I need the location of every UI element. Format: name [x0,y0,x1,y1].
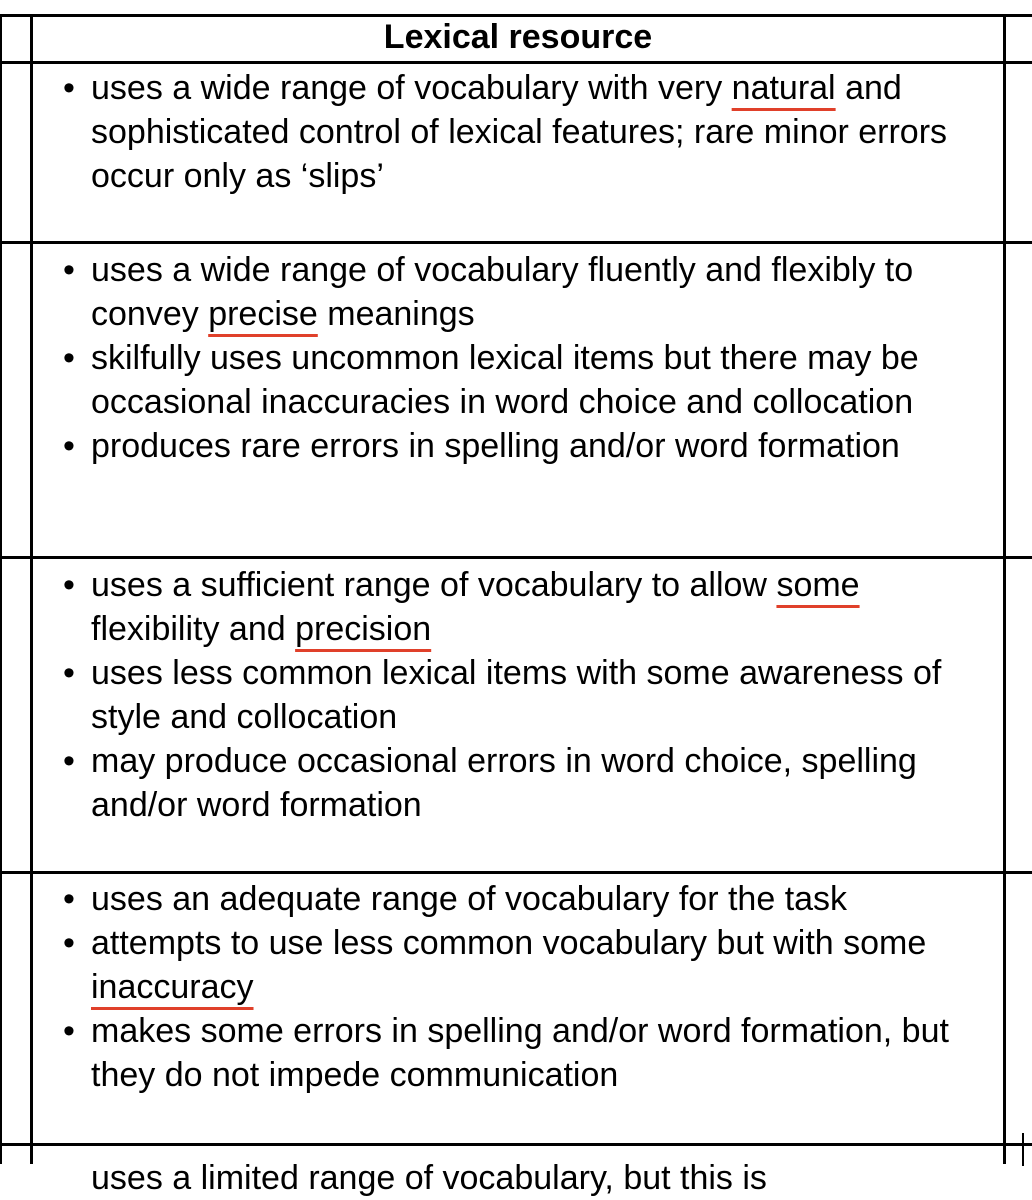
band-divider-3 [0,871,1032,874]
criterion-text: uses an adequate range of vocabulary for the task [91,880,848,918]
bullet-icon: • [63,69,75,107]
criterion-item [33,563,1003,651]
criterion-item [33,424,1003,468]
underlined-keyword: inaccuracy [91,968,254,1006]
band-4 [33,877,1003,1097]
band-divider-4 [0,1143,1032,1146]
criterion-item [33,1009,1003,1097]
cut-off-text: uses a limited range of vocabulary, but this is [91,1159,767,1197]
band-divider-1 [0,241,1032,244]
criterion-text: produces rare errors in spelling and/or word formation [91,427,900,465]
criterion-text: meanings [317,295,475,333]
bullet-icon: • [63,251,75,289]
band-divider-2 [0,556,1032,559]
criterion-text: and sophisticated control of lexical features; rare minor errors occur only as ‘slips’ [91,69,948,195]
criterion-item [33,877,1003,921]
criterion-item [33,651,1003,739]
left-outer-border [0,14,2,1164]
criterion-text: attempts to use less common vocabulary but with some [91,924,927,962]
band-3-criteria-list [33,563,1003,827]
criterion-text: uses a wide range of vocabulary fluently and flexibly to convey [91,251,914,333]
criterion-text: may produce occasional errors in word choice, spelling and/or word formation [91,742,917,824]
criterion-text: skilfully uses uncommon lexical items but there may be occasional inaccuracies in word choice and collocation [91,339,919,421]
bullet-icon: • [63,880,75,918]
criterion-text: uses a sufficient range of vocabulary to allow [91,566,777,604]
header-divider [0,61,1032,64]
bullet-icon: • [63,742,75,780]
bullet-icon: • [63,924,75,962]
bullet-icon: • [63,427,75,465]
bullet-icon: • [63,1012,75,1050]
cut-off-next-band [33,1159,1003,1197]
band-3 [33,563,1003,827]
column-header-lexical-resource: Lexical resource [383,18,653,56]
underlined-keyword: precision [295,610,432,648]
criterion-text: flexibility and [91,610,296,648]
criterion-item [33,739,1003,827]
criterion-text: uses a wide range of vocabulary with very [91,69,732,107]
underlined-keyword: natural [731,69,836,107]
underlined-keyword: some [776,566,860,604]
underlined-keyword: precise [208,295,318,333]
criterion-text: uses less common lexical items with some awareness of style and collocation [91,654,942,736]
criterion-item [33,66,1003,198]
band-2 [33,248,1003,468]
band-4-criteria-list [33,877,1003,1097]
band-2-criteria-list [33,248,1003,468]
bullet-icon: • [63,654,75,692]
criterion-text: makes some errors in spelling and/or word formation, but they do not impede communication [91,1012,949,1094]
criterion-item [33,248,1003,336]
bullet-icon: • [63,339,75,377]
criterion-item [33,921,1003,1009]
band-1-criteria-list [33,66,1003,198]
band-1 [33,66,1003,198]
bullet-icon: • [63,566,75,604]
criterion-item [33,336,1003,424]
right-edge-mark [1022,1133,1024,1166]
right-column-border [1003,14,1006,1164]
